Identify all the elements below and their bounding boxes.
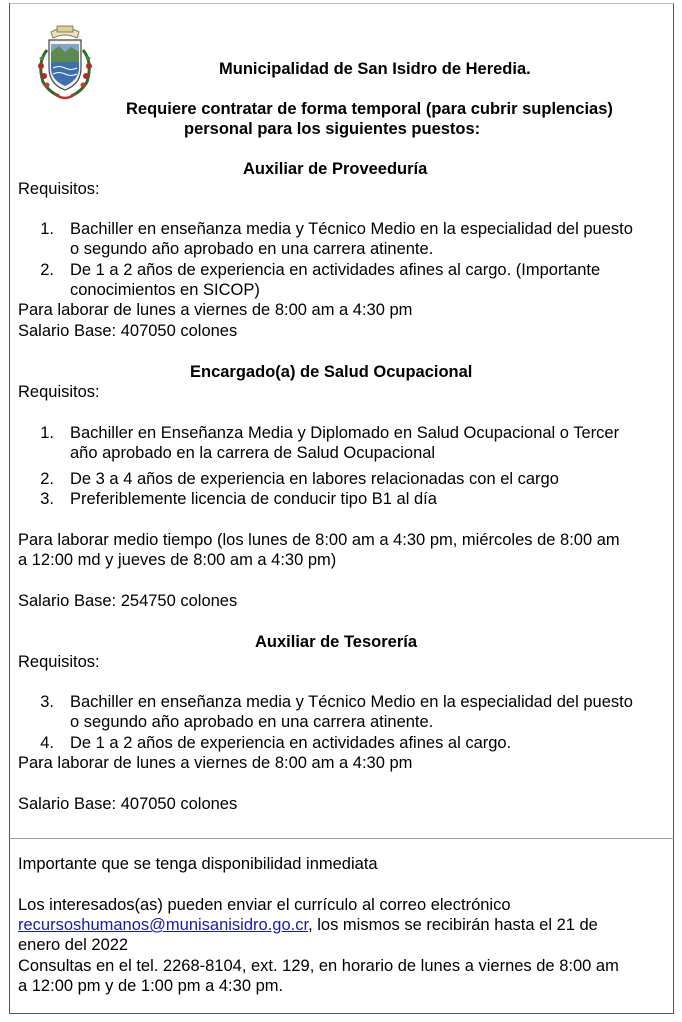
salary-text: Salario Base: 254750 colones — [18, 592, 238, 610]
requirement-text: año aprobado en la carrera de Salud Ocupacional — [70, 444, 436, 462]
salary-text: Salario Base: 407050 colones — [18, 795, 238, 813]
organization-title: Municipalidad de San Isidro de Heredia. — [219, 60, 531, 78]
municipal-coat-of-arms-icon — [33, 22, 97, 104]
deadline-date: enero del 2022 — [18, 936, 129, 954]
schedule-text: Para laborar de lunes a viernes de 8:00 am a 4:30 pm — [18, 301, 413, 319]
requirement-text: Bachiller en Enseñanza Media y Diplomado en Salud Ocupacional o Tercer — [70, 424, 620, 442]
position-title-proveeduria: Auxiliar de Proveeduría — [243, 160, 428, 178]
position-title-tesoreria: Auxiliar de Tesorería — [255, 633, 418, 651]
position-title-salud-ocupacional: Encargado(a) de Salud Ocupacional — [190, 363, 473, 381]
requirements-label: Requisitos: — [18, 383, 100, 401]
availability-note: Importante que se tenga disponibilidad inmediata — [18, 855, 378, 873]
requirement-text: De 1 a 2 años de experiencia en actividades afines al cargo. — [70, 734, 512, 752]
email-link[interactable]: recursoshumanos@munisanisidro.go.cr — [18, 916, 309, 934]
requirement-text: Bachiller en enseñanza media y Técnico Medio en la especialidad del puesto — [70, 693, 633, 711]
deadline-text: , los mismos se recibirán hasta el 21 de — [308, 916, 598, 934]
schedule-text: Para laborar medio tiempo (los lunes de 8:00 am a 4:30 pm, miércoles de 8:00 am — [18, 531, 620, 549]
requirement-text: De 1 a 2 años de experiencia en actividades afines al cargo. (Importante — [70, 261, 601, 279]
schedule-text: a 12:00 md y jueves de 8:00 am a 4:30 pm) — [18, 551, 337, 569]
requirement-text: o segundo año aprobado en una carrera atinente. — [70, 713, 434, 731]
application-instructions-line-2 — [18, 915, 598, 935]
section-divider — [9, 838, 674, 839]
application-instructions: Los interesados(as) pueden enviar el currículo al correo electrónico — [18, 896, 511, 914]
salary-text: Salario Base: 407050 colones — [18, 322, 238, 340]
contact-info: Consultas en el tel. 2268-8104, ext. 129, en horario de lunes a viernes de 8:00 am — [18, 957, 619, 975]
schedule-text: Para laborar de lunes a viernes de 8:00 am a 4:30 pm — [18, 754, 413, 772]
requirement-text: conocimientos en SICOP) — [70, 281, 260, 299]
intro-line-2: personal para los siguientes puestos: — [184, 120, 481, 138]
contact-hours: a 12:00 pm y de 1:00 pm a 4:30 pm. — [18, 977, 284, 995]
requirement-text: Bachiller en enseñanza media y Técnico Medio en la especialidad del puesto — [70, 220, 633, 238]
requirement-text: o segundo año aprobado en una carrera atinente. — [70, 240, 434, 258]
requirement-text: De 3 a 4 años de experiencia en labores relacionadas con el cargo — [70, 470, 559, 488]
requirement-text: Preferiblemente licencia de conducir tipo B1 al día — [70, 490, 437, 508]
intro-line-1: Requiere contratar de forma temporal (para cubrir suplencias) — [126, 100, 613, 118]
requirements-label: Requisitos: — [18, 653, 100, 671]
requirements-label: Requisitos: — [18, 180, 100, 198]
